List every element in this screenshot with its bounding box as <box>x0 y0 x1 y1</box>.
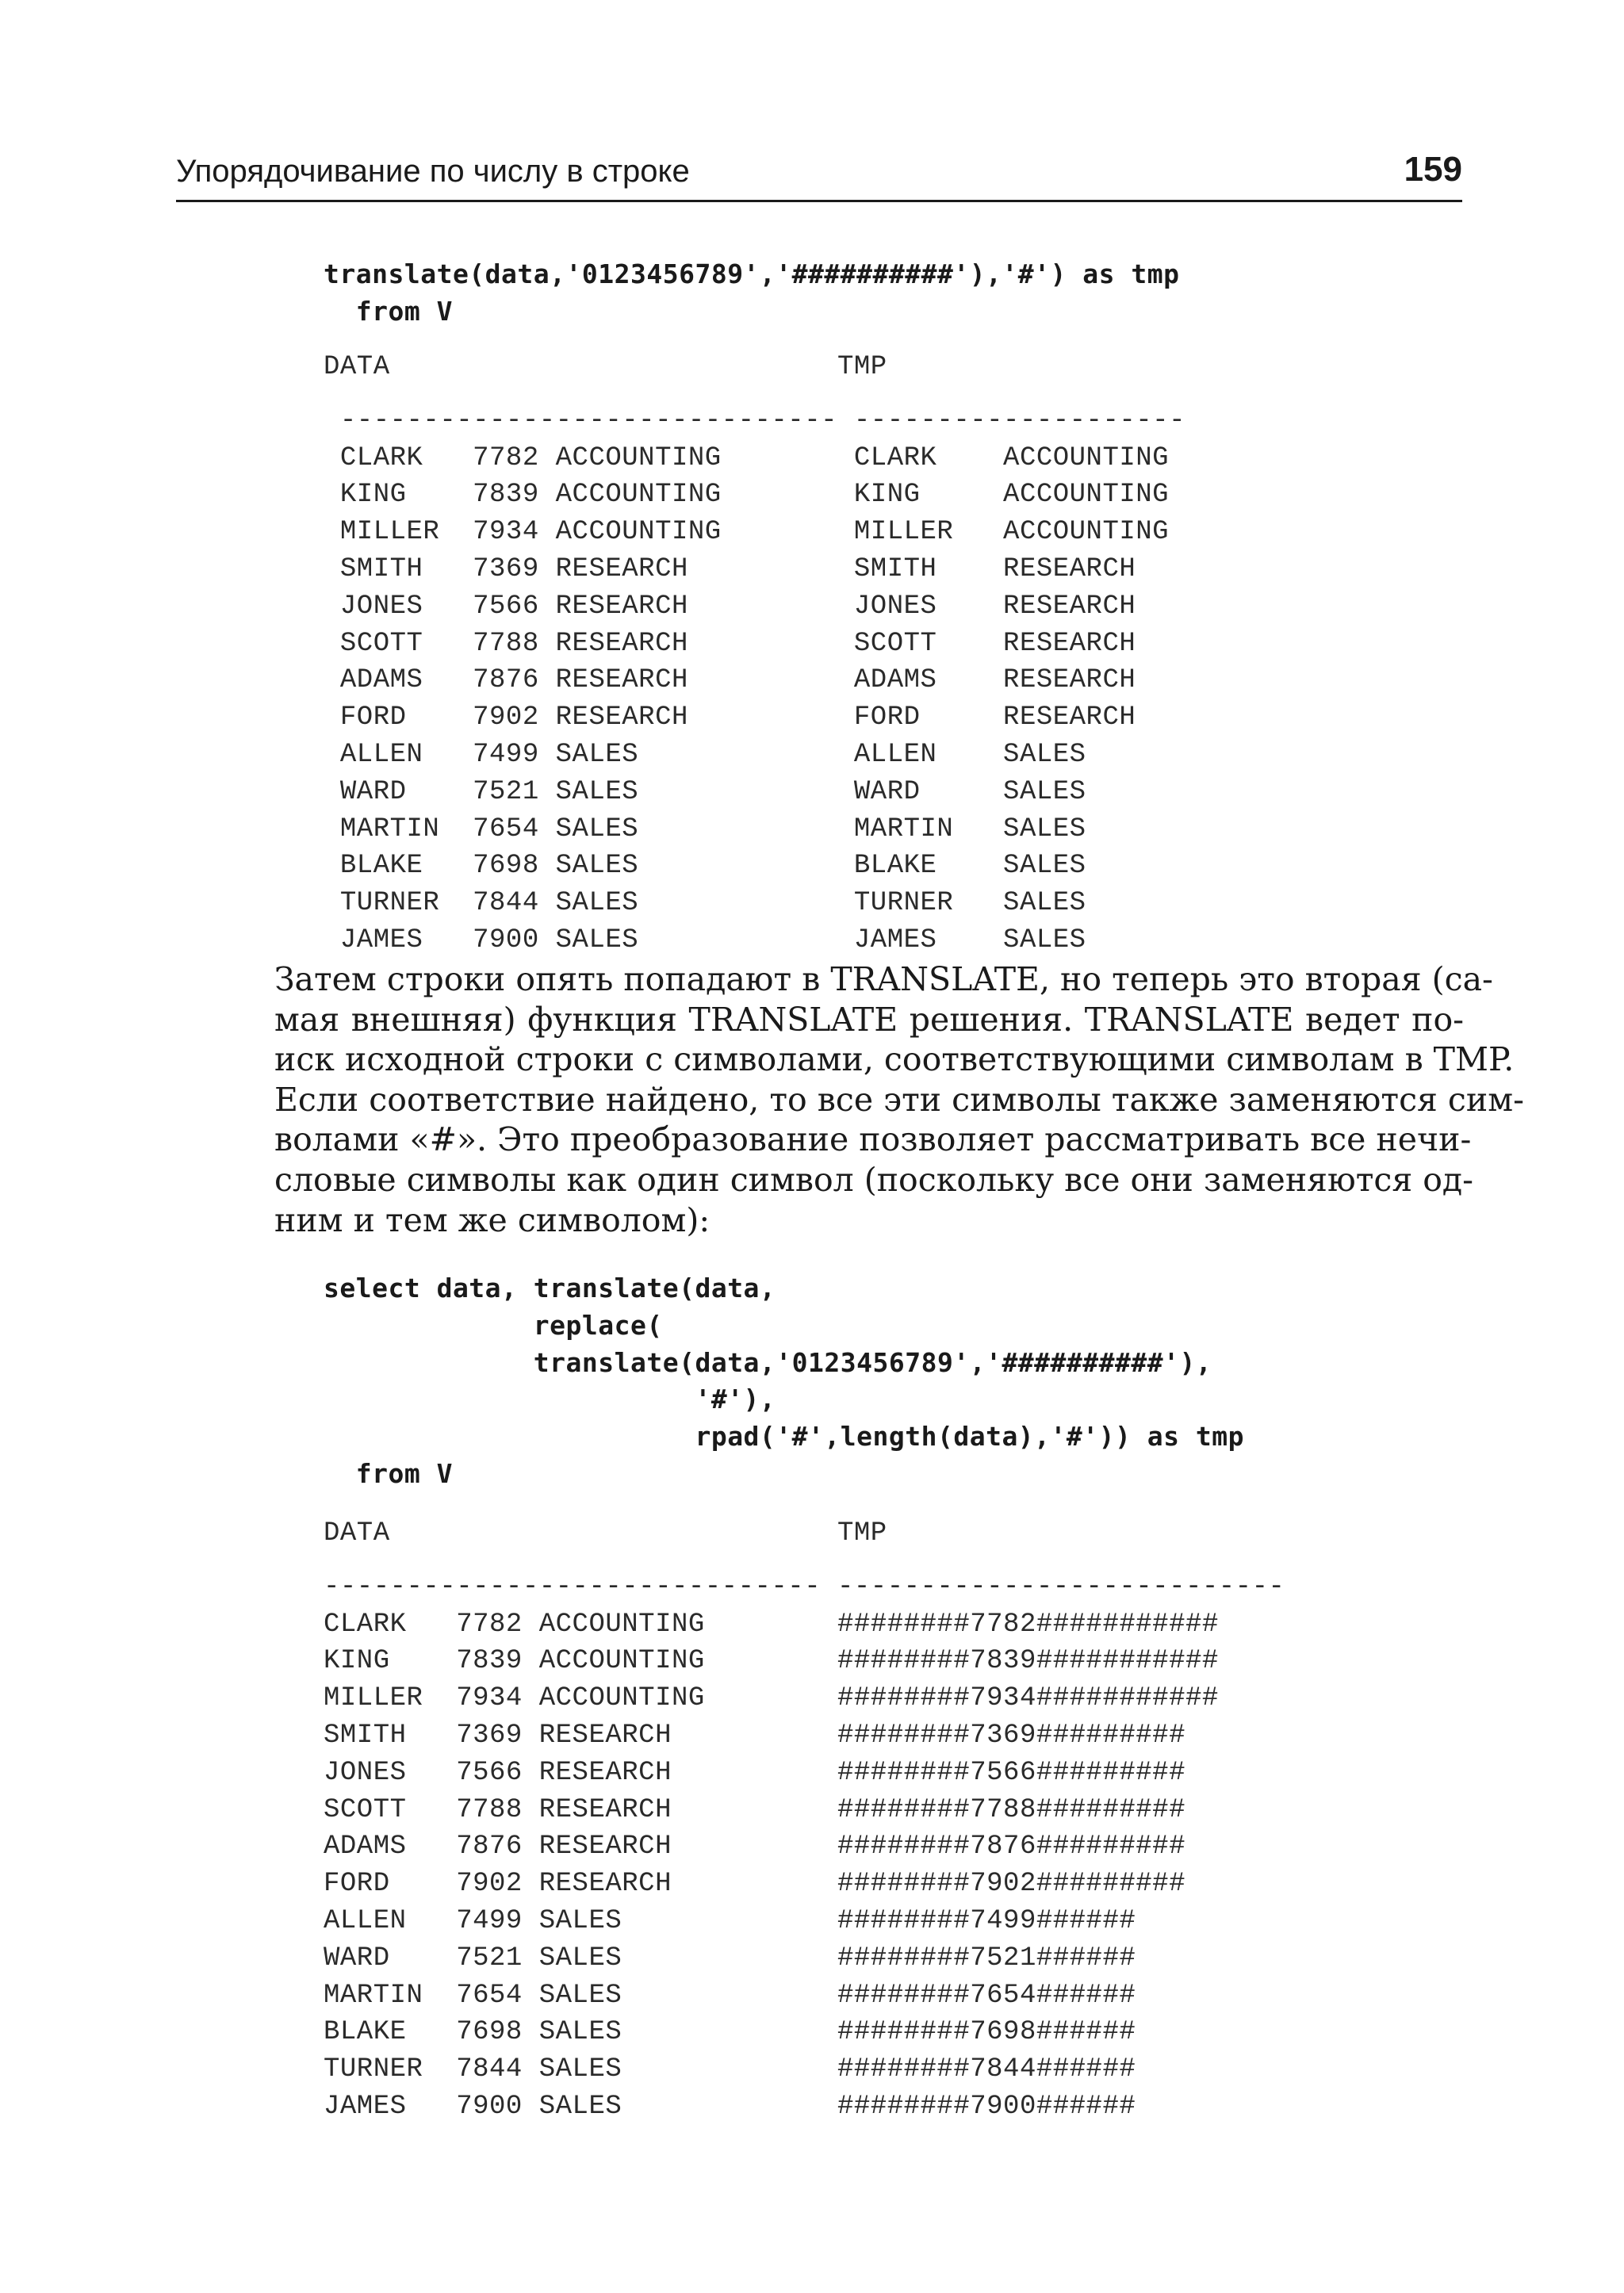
paragraph-line: словые символы как один символ (поскольку все они заменяются од- <box>274 1160 1474 1199</box>
table-row: MARTIN 7654 SALES MARTIN SALES <box>324 813 1086 844</box>
result-table-2 <box>324 1515 1285 2126</box>
table-row: WARD 7521 SALES WARD SALES <box>324 776 1086 807</box>
table-row: BLAKE 7698 SALES ########7698###### <box>324 2017 1136 2048</box>
table-row: SCOTT 7788 RESEARCH SCOTT RESEARCH <box>324 628 1136 659</box>
table-row: CLARK 7782 ACCOUNTING ########7782########### <box>324 1609 1219 1640</box>
body-paragraph <box>274 959 1524 1240</box>
table-row: SMITH 7369 RESEARCH ########7369######### <box>324 1720 1185 1751</box>
table-row: SCOTT 7788 RESEARCH ########7788######### <box>324 1794 1185 1825</box>
result-separator: ------------------------------ --------------------------- <box>324 1571 1285 1602</box>
paragraph-line: ним и тем же символом): <box>274 1200 710 1239</box>
table-row: ALLEN 7499 SALES ########7499###### <box>324 1905 1136 1936</box>
code-line: from V <box>324 1457 453 1489</box>
table-row: MILLER 7934 ACCOUNTING ########7934########### <box>324 1683 1219 1714</box>
table-row: TURNER 7844 SALES TURNER SALES <box>324 888 1086 919</box>
table-row: JONES 7566 RESEARCH ########7566######### <box>324 1757 1185 1788</box>
code-line: rpad('#',length(data),'#')) as tmp <box>324 1421 1244 1453</box>
table-row: ADAMS 7876 RESEARCH ########7876######### <box>324 1832 1185 1862</box>
code-line: '#'), <box>324 1384 776 1415</box>
running-header-title: Упорядочивание по числу в строке <box>176 154 690 189</box>
table-row: FORD 7902 RESEARCH FORD RESEARCH <box>324 702 1136 733</box>
result-table-1 <box>324 349 1185 959</box>
table-row: JAMES 7900 SALES JAMES SALES <box>324 924 1086 955</box>
result-separator: ------------------------------ -------------------- <box>324 405 1185 436</box>
table-row: KING 7839 ACCOUNTING ########7839########### <box>324 1646 1219 1677</box>
paragraph-line: Затем строки опять попадают в TRANSLATE, но теперь это вторая (са- <box>274 960 1493 998</box>
table-row: TURNER 7844 SALES ########7844###### <box>324 2054 1136 2085</box>
table-row: MILLER 7934 ACCOUNTING MILLER ACCOUNTING <box>324 517 1170 548</box>
paragraph-line: иск исходной строки с символами, соответствующими символам в TMP. <box>274 1040 1515 1079</box>
paragraph-line: волами «#». Это преобразование позволяет рассматривать все нечи- <box>274 1120 1472 1159</box>
code-line: from V <box>324 295 453 327</box>
table-row: FORD 7902 RESEARCH ########7902######### <box>324 1869 1185 1900</box>
paragraph-line: Если соответствие найдено, то все эти символы также заменяются сим- <box>274 1080 1524 1119</box>
code-line: translate(data,'0123456789','##########'),'#') as tmp <box>324 258 1180 289</box>
result-header: DATA TMP <box>324 352 887 382</box>
page-number: 159 <box>1404 150 1462 189</box>
table-row: JONES 7566 RESEARCH JONES RESEARCH <box>324 591 1136 622</box>
code-block-2 <box>324 1270 1244 1493</box>
table-row: SMITH 7369 RESEARCH SMITH RESEARCH <box>324 553 1136 584</box>
table-row: ADAMS 7876 RESEARCH ADAMS RESEARCH <box>324 665 1136 696</box>
code-line: translate(data,'0123456789','##########'), <box>324 1346 1212 1378</box>
table-row: KING 7839 ACCOUNTING KING ACCOUNTING <box>324 480 1170 511</box>
paragraph-line: мая внешняя) функция TRANSLATE решения. TRANSLATE ведет по- <box>274 1000 1464 1039</box>
table-row: BLAKE 7698 SALES BLAKE SALES <box>324 851 1086 882</box>
table-row: MARTIN 7654 SALES ########7654###### <box>324 1980 1136 2011</box>
header-rule <box>176 200 1462 202</box>
result-header: DATA TMP <box>324 1518 887 1548</box>
code-line: select data, translate(data, <box>324 1273 776 1303</box>
table-row: CLARK 7782 ACCOUNTING CLARK ACCOUNTING <box>324 442 1170 473</box>
table-row: ALLEN 7499 SALES ALLEN SALES <box>324 739 1086 770</box>
code-line: replace( <box>324 1309 663 1341</box>
code-block-1 <box>324 256 1180 331</box>
table-row: JAMES 7900 SALES ########7900###### <box>324 2091 1136 2122</box>
table-row: WARD 7521 SALES ########7521###### <box>324 1943 1136 1973</box>
